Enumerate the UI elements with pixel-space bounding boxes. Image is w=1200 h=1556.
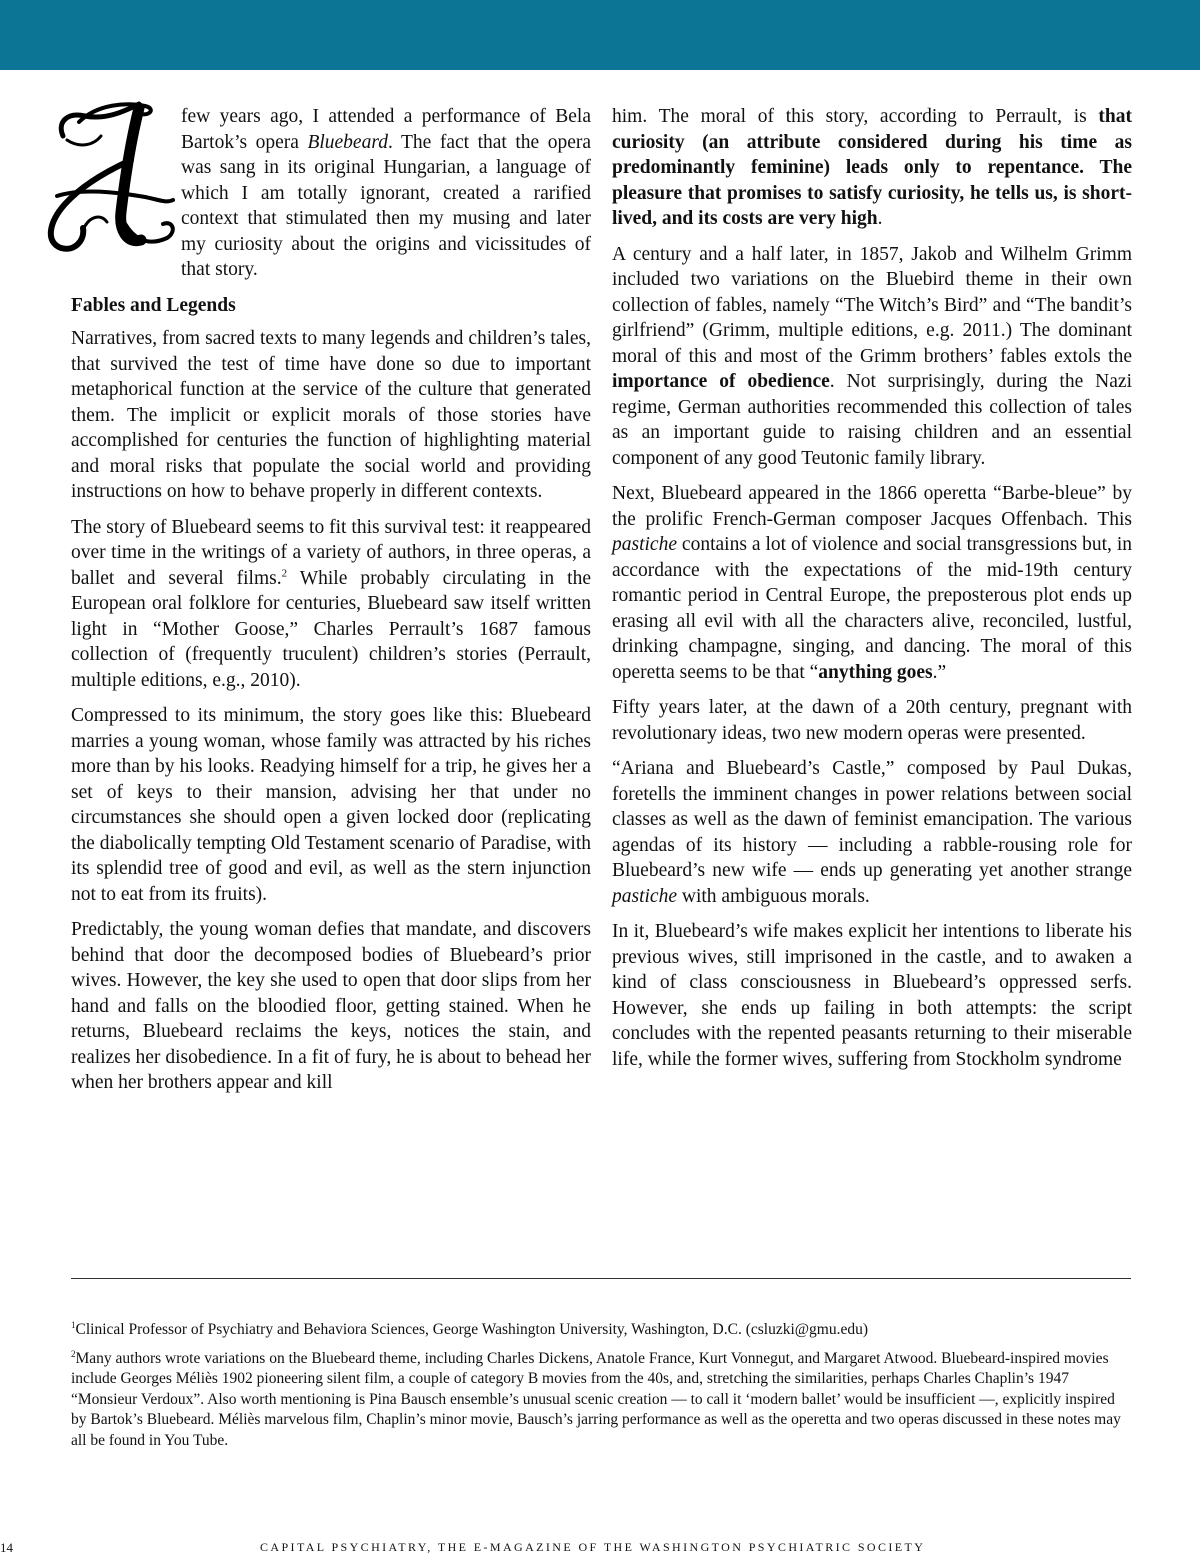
paragraph (612, 481, 1132, 685)
footnote-2 (71, 1349, 1121, 1452)
footnote-number: 2 (71, 1348, 76, 1359)
footer-title: CAPITAL PSYCHIATRY, THE E-MAGAZINE OF THE WASHINGTON PSYCHIATRIC SOCIETY (260, 1540, 926, 1554)
paragraph: Narratives, from sacred texts to many legends and children’s tales, that survived the test of time have done so due to important metaphorical function at the service of the culture that generated them. The implicit or explicit morals of those stories have accomplished for centuries the function of highlighting material and moral risks that populate the social world and providing instructions on how to behave properly in different contexts. (71, 328, 591, 502)
paragraph-text: contains a lot of violence and social transgressions but, in accordance with the expectations of the mid-19th century romantic period in Central Europe, the preposterous plot ends up erasing all evil with all the characters alive, reconciled, lustful, drinking champagne, singing, and dancing. The moral of this operetta seems to be that “ (612, 534, 1132, 683)
paragraph (71, 515, 591, 694)
footnote-number: 1 (71, 1319, 76, 1330)
intro-text-rest: . The fact that the opera was sang in its original Hungarian, a language of which I am totally ignorant, created a rarified context that stimulated then my musing and later my curiosity about the origins and vicissitudes of that story. (181, 131, 591, 280)
section-heading: Fables and Legends (71, 294, 236, 316)
footnote-text: Many authors wrote variations on the Bluebeard theme, including Charles Dickens, Anatole France, Kurt Vonnegut, and Margaret Atwood. Bluebeard-inspired movies include Georges Méliès 1902 pioneering silent film, a couple of category B movies from the 40s, and, stretching the similarities, perhaps Charles Chaplin’s 1947 “Monsieur Verdoux”. Also worth mentioning is Pina Bausch ensemble’s unusual scenic creation — to call it ‘modern ballet’ would be insufficient —, explicitly inspired by Bartok’s Bluebeard. Méliès marvelous film, Chaplin’s minor movie, Bausch’s jarring performance as well as the operetta and two operas discussed in these notes may all be found in You Tube. (71, 1349, 1121, 1449)
footnote-text: Clinical Professor of Psychiatry and Behaviora Sciences, George Washington University, Washington, D.C. (csluzki@gmu.edu) (75, 1321, 869, 1338)
footnote-ref[interactable]: 2 (281, 567, 288, 579)
page-number: 14 (0, 1540, 13, 1555)
emphasis-text: anything goes (818, 661, 933, 683)
paragraph-text: . (877, 208, 883, 229)
footnotes (71, 1320, 1121, 1459)
paragraph: Fifty years later, at the dawn of a 20th century, pregnant with revolutionary ideas, two new modern operas were presented. (612, 697, 1132, 744)
paragraph: Compressed to its minimum, the story goes like this: Bluebeard marries a young woman, whose family was attracted by his riches more than by his looks. Readying himself for a trip, he gives her a set of keys to their mansion, advising her that under no circumstances she should open a given locked door (replicating the diabolically tempting Old Testament scenario of Paradise, with its splendid tree of good and evil, as well as the stern injunction not to eat from its fruits). (71, 705, 591, 905)
emphasis-text: importance of obedience (612, 371, 830, 392)
paragraph-text: with ambiguous morals. (676, 885, 870, 907)
paragraph-text: .” (932, 661, 947, 683)
paragraph (612, 104, 1132, 232)
paragraph: Predictably, the young woman defies that mandate, and discovers behind that door the decomposed bodies of Bluebeard’s prior wives. However, the key she used to open that door slips from her hand and falls on the bloodied floor, getting stained. When he returns, Bluebeard reclaims the keys, notices the stain, and realizes her disobedience. In a fit of fury, he is about to behead her when her brothers appear and kill (71, 919, 591, 1093)
italic-text: pastiche (612, 534, 677, 555)
right-column (612, 104, 1132, 1082)
emphasis-text: that curiosity (an attribute considered during his time as predominantly feminine) leads only to repentance. The pleasure that promises to satisfy curiosity, he tells us, is short-lived, and its costs are very high (612, 106, 1132, 229)
italic-text: pastiche (612, 885, 677, 907)
paragraph (612, 242, 1132, 472)
left-column (71, 104, 591, 1106)
opera-title: Bluebeard (307, 131, 388, 153)
paragraph-text: While probably circulating in the European oral folklore for centuries, Bluebeard saw itself written light in “Mother Goose,” Charles Perrault’s 1687 famous collection of (frequently truculent) children’s stories (Perrault, multiple editions, e.g., 2010). (71, 567, 591, 691)
intro-text: few years ago, I attended a performance of Bela Bartok’s opera (181, 106, 591, 153)
paragraph-text: A century and a half later, in 1857, Jakob and Wilhelm Grimm included two variations on the Bluebird theme in their own collection of fables, namely “The Witch’s Bird” and “The bandit’s girlfriend” (Grimm, multiple editions, e.g. 2011.) The dominant moral of this and most of the Grimm brothers’ fables extols the (612, 243, 1132, 367)
dropcap-letter-a (27, 100, 175, 260)
paragraph: In it, Bluebeard’s wife makes explicit her intentions to liberate his previous wives, still imprisoned in the castle, and to awaken a kind of class consciousness in Bluebeard’s oppressed serfs. However, she ends up failing in both attempts: the script concludes with the repented peasants returning to their miserable life, while the former wives, suffering from Stockholm syndrome (612, 921, 1132, 1070)
paragraph-text: Next, Bluebeard appeared in the 1866 operetta “Barbe-bleue” by the prolific French-German composer Jacques Offenbach. This (612, 483, 1132, 530)
paragraph (612, 756, 1132, 909)
footnote-1 (71, 1320, 1121, 1341)
paragraph-text: . Not surprisingly, during the Nazi regime, German authorities recommended this collection of tales as an important guide to raising children and an essential component of any good Teutonic family library. (612, 371, 1132, 469)
footnote-divider (71, 1278, 1131, 1279)
header-bar (0, 0, 1200, 70)
paragraph-text: him. The moral of this story, according to Perrault, is (612, 106, 1099, 127)
paragraph-text: “Ariana and Bluebeard’s Castle,” composed by Paul Dukas, foretells the imminent changes in power relations between social classes as well as the dawn of feminist emancipation. The various agendas of its history — including a rabble-rousing role for Bluebeard’s new wife — ends up generating yet another strange (612, 758, 1132, 881)
dropcap-flourish-icon (27, 100, 175, 260)
paragraph-text: The story of Bluebeard seems to fit this survival test: it reappeared over time in the writings of a variety of authors, in three operas, a ballet and several films. (71, 516, 591, 589)
